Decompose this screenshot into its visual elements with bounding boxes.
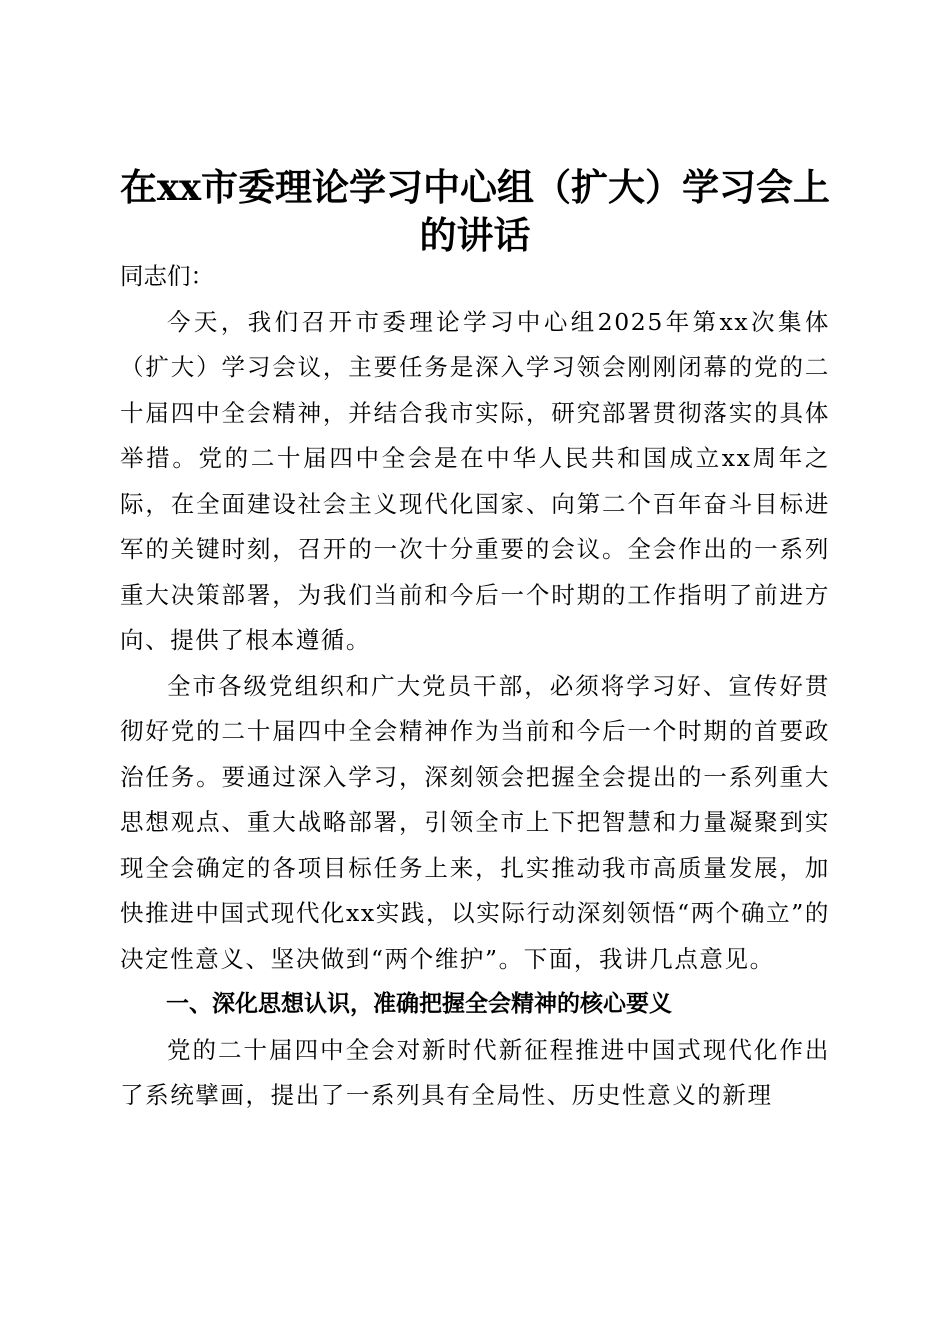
salutation: 同志们： [120, 262, 214, 290]
paragraph-2: 全市各级党组织和广大党员干部，必须将学习好、宣传好贯彻好党的二十届四中全会精神作为当前和今后一个时期的首要政治任务。要通过深入学习，深刻领会把握全会提出的一系列重大思想观点、重大战略部署，引领全市上下把智慧和力量凝聚到实现全会确定的各项目标任务上来，扎实推动我市高质量发展，加快推进中国式现代化xx实践，以实际行动深刻领悟“两个确立”的决定性意义、坚决做到“两个维护”。下面，我讲几点意见。 [120, 671, 830, 973]
section-paragraph: 党的二十届四中全会对新时代新征程推进中国式现代化作出了系统擘画，提出了一系列具有全局性、历史性意义的新理 [120, 1035, 830, 1109]
document-body [120, 254, 830, 1119]
title-line-2: 的讲话 [419, 212, 531, 257]
paragraph-1: 今天，我们召开市委理论学习中心组2025年第xx次集体（扩大）学习会议，主要任务是深入学习领会刚刚闭幕的党的二十届四中全会精神，并结合我市实际，研究部署贯彻落实的具体举措。党的二十届四中全会是在中华人民共和国成立xx周年之际，在全面建设社会主义现代化国家、向第二个百年奋斗目标进军的关键时刻，召开的一次十分重要的会议。全会作出的一系列重大决策部署，为我们当前和今后一个时期的工作指明了前进方向、提供了根本遵循。 [120, 307, 830, 654]
title-line-1: 在xx市委理论学习中心组（扩大）学习会上 [119, 164, 831, 209]
document-title [100, 163, 850, 259]
section-heading: 一、深化思想认识，准确把握全会精神的核心要义 [166, 991, 672, 1017]
